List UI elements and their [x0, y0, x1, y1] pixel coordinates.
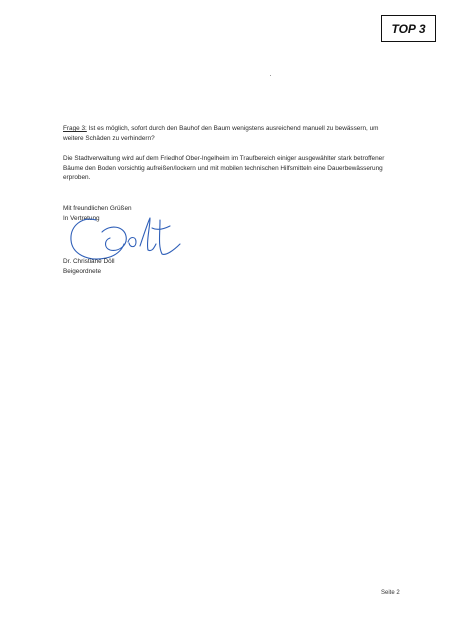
top-badge-label: TOP 3 [391, 21, 426, 36]
closing-greeting: Mit freundlichen Grüßen [63, 205, 132, 212]
scan-speck [270, 75, 271, 76]
answer-text: Die Stadtverwaltung wird auf dem Friedhof Ober-Ingelheim im Traufbereich einiger ausgewählter stark betroffener Bäume den Boden vorsichtig aufreißen/lockern und mit mobilen technischen Hilfsmitteln eine Dauerbewässerung erproben. [63, 155, 385, 182]
signer-block [63, 257, 393, 276]
question-label: Frage 3: [63, 125, 87, 132]
answer-paragraph [63, 154, 393, 183]
top-badge [381, 15, 436, 42]
signer-name: Dr. Christiane Döll [63, 258, 115, 265]
signer-title: Beigeordnete [63, 267, 102, 275]
page-number: Seite 2 [381, 590, 400, 596]
question-text: Ist es möglich, sofort durch den Bauhof den Baum wenigstens ausreichend manuell zu bewässern, um weitere Schäden zu verhindern? [63, 125, 379, 142]
question-paragraph [63, 124, 393, 143]
closing-representation: In Vertretung [63, 214, 100, 222]
